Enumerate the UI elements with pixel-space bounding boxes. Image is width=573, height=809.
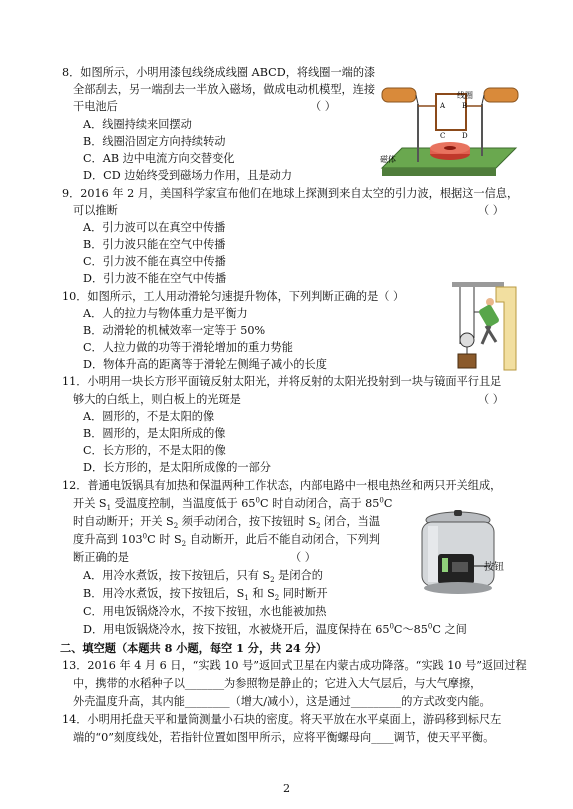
q11-option-a: A．圆形的，不是太阳的像 [83, 410, 215, 423]
q12-option-b [83, 587, 328, 601]
q10-option-a: A．人的拉力与物体重力是平衡力 [83, 307, 248, 320]
subscript: 2 [270, 576, 275, 585]
subscript: 2 [316, 522, 321, 531]
pulley-worker-figure [452, 282, 520, 374]
q12-option-d [83, 623, 467, 637]
text-run: 时自动断开；开关 S [73, 515, 174, 528]
q9-line2: 可以推断 [73, 204, 118, 217]
q12-answer-paren: （ ） [290, 551, 316, 564]
q8-option-c: C．AB 边中电流方向交替变化 [83, 152, 235, 165]
superscript: 0 [255, 496, 260, 505]
q9-line1: 9．2016 年 2 月，美国科学家宣布他们在地球上探测到来自太空的引力波，根据这一信息， [62, 187, 519, 200]
q8-line2: 全部刮去，另一端刮去一半放入磁场，做成电动机模型，连接 [73, 83, 376, 96]
subscript: 2 [173, 522, 179, 531]
q11-answer-paren: （ ） [478, 393, 504, 406]
q9-answer-paren: （ ） [478, 204, 504, 217]
superscript: 0 [379, 496, 384, 505]
point-c-label: C [440, 132, 446, 140]
q8-line1: 8．如图所示，小明用漆包线绕成线圈 ABCD，将线圈一端的漆 [62, 66, 376, 79]
text-run: C 之间 [432, 623, 467, 636]
q11-line2: 够大的白纸上，则白板上的光斑是 [73, 393, 241, 406]
q8-option-d: D．CD 边始终受到磁场力作用，且是动力 [83, 169, 293, 182]
q14-line2: 端的“0”刻度线处，若指针位置如图甲所示，应将平衡螺母向____调节，使天平平衡。 [73, 731, 495, 744]
q9-option-b: B．引力波只能在空气中传播 [83, 238, 226, 251]
q11-option-b: B．圆形的，是太阳所成的像 [83, 427, 226, 440]
superscript: 0 [142, 532, 148, 541]
q12-line1: 12．普通电饭锅具有加热和保温两种工作状态，内部电路中一根电热丝和两只开关组成， [62, 479, 502, 492]
q9-option-a: A．引力波可以在真空中传播 [83, 221, 226, 234]
text-run: 度升高到 103 [73, 533, 143, 546]
q12-line3 [73, 515, 380, 529]
point-b-label: B [462, 102, 468, 110]
q13-line1: 13．2016 年 4 月 6 日，“实践 10 号”返回式卫星在内蒙古成功降落。“实践 10 号”返回过程 [62, 659, 527, 672]
q10-option-c: C．人拉力做的功等于滑轮增加的重力势能 [83, 341, 293, 354]
q9-option-d: D．引力波不能在空气中传播 [83, 272, 227, 285]
q12-line4 [73, 533, 380, 547]
superscript: 0 [427, 622, 433, 631]
point-d-label: D [462, 132, 468, 140]
text-run: 闭合，当温 [320, 515, 381, 528]
button-label: 按钮 [484, 562, 504, 573]
subscript: 1 [244, 594, 249, 603]
text-run: 须手动闭合，按下按钮时 S [178, 515, 317, 528]
q8-answer-paren: （ ） [310, 100, 336, 113]
q10-line1: 10．如图所示，工人用动滑轮匀速提升物体，下列判断正确的是（ ） [62, 290, 405, 303]
q11-option-d: D．长方形的，是太阳所成像的一部分 [83, 461, 271, 474]
section-title: 二、填空题（本题共 8 小题，每空 1 分，共 24 分） [60, 641, 328, 655]
text-run: C 时 S [147, 533, 182, 546]
rice-cooker-figure [410, 508, 520, 604]
page-number: 2 [283, 782, 291, 795]
text-run: C [383, 497, 393, 510]
coil-label: 线圈 [457, 91, 473, 100]
text-run: 受温度控制，当温度低于 65 [111, 497, 256, 510]
superscript: 0 [389, 622, 394, 631]
text-run: B．用冷水煮饭，按下按钮后，S [83, 587, 245, 600]
q10-option-b: B．动滑轮的机械效率一定等于 50% [83, 324, 266, 337]
q12-line5: 断正确的是 [73, 551, 129, 564]
q14-line1: 14．小明用托盘天平和量筒测量小石块的密度。将天平放在水平桌面上，游码移到标尺左 [62, 713, 502, 726]
subscript: 2 [181, 540, 187, 549]
q12-option-c: C．用电饭锅烧冷水，不按下按钮，水也能被加热 [83, 605, 327, 618]
text-run: 同时断开 [279, 587, 328, 600]
text-run: 开关 S [73, 497, 107, 510]
text-run: C 时自动闭合，高于 85 [259, 497, 380, 510]
q8-line3: 干电池后 [73, 100, 118, 113]
subscript: 2 [274, 594, 280, 603]
magnet-label: 磁体 [380, 155, 396, 164]
q8-option-a: A．线圈持续来回摆动 [83, 118, 192, 131]
q13-line2: 中，携带的水稻种子以_______为参照物是静止的；它进入大气层后，与大气摩擦， [73, 677, 482, 690]
text-run: 自动断开，此后不能自动闭合，下列判 [186, 533, 380, 546]
q10-option-d: D．物体升高的距离等于滑轮左侧绳子减小的长度 [83, 358, 327, 371]
text-run: C～85 [393, 623, 428, 636]
q12-option-a [83, 569, 323, 583]
q13-line3: 外壳温度升高，其内能________（增大/减小），这是通过_________的方式改变内能。 [73, 695, 491, 708]
motor-model-figure [378, 72, 520, 180]
q11-line1: 11．小明用一块长方形平面镜反射太阳光，并将反射的太阳光投射到一块与镜面平行且足 [62, 375, 502, 388]
text-run: 是闭合的 [274, 569, 323, 582]
text-run: 和 S [248, 587, 275, 600]
q11-option-c: C．长方形的，不是太阳的像 [83, 444, 226, 457]
q9-option-c: C．引力波不能在真空中传播 [83, 255, 226, 268]
text-run: D．用电饭锅烧冷水，按下按钮，水被烧开后，温度保持在 65 [83, 623, 390, 636]
q12-line2 [73, 497, 392, 511]
q8-option-b: B．线圈沿固定方向持续转动 [83, 135, 226, 148]
subscript: 1 [106, 504, 112, 513]
point-a-label: A [440, 102, 446, 110]
text-run: A．用冷水煮饭，按下按钮后，只有 S [83, 569, 271, 582]
